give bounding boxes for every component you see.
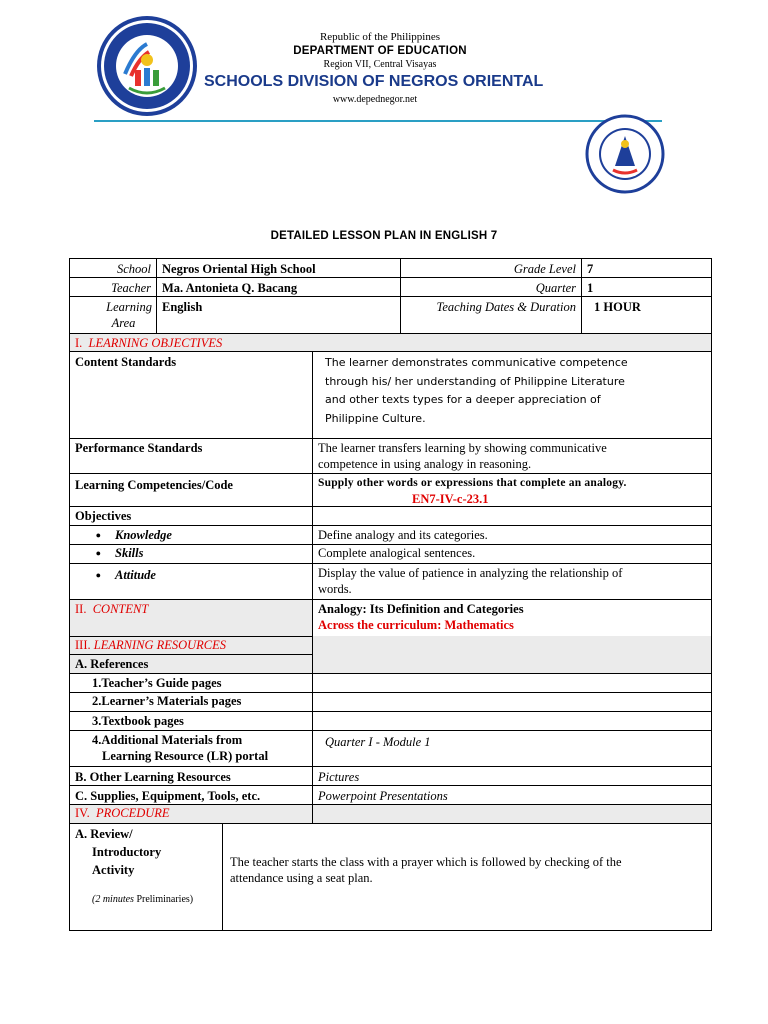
teacher-value: Ma. Antonieta Q. Bacang xyxy=(156,277,401,297)
content-standards-value xyxy=(312,351,712,439)
references-label-text: A. References xyxy=(75,657,149,671)
section-number: III. xyxy=(75,638,91,652)
learning-area-label xyxy=(69,296,157,334)
supplies-label: C. Supplies, Equipment, Tools, etc. xyxy=(69,785,313,805)
objectives-label: Objectives xyxy=(69,506,313,526)
learners-materials-value xyxy=(312,692,712,712)
content-standards-line: The learner demonstrates communicative competence xyxy=(325,356,628,369)
supplies-value: Powerpoint Presentations xyxy=(312,785,712,805)
textbook-pages-value xyxy=(312,711,712,731)
textbook-pages-label: 3.Textbook pages xyxy=(69,711,313,731)
region-line: Region VII, Central Visayas xyxy=(323,59,437,70)
content-standards-label: Content Standards xyxy=(69,351,313,439)
website-line: www.depednegor.net xyxy=(332,94,418,105)
learners-materials-label: 2.Learner’s Materials pages xyxy=(69,692,313,712)
deped-national-seal xyxy=(585,114,665,194)
additional-materials-line: 4.Additional Materials from xyxy=(92,733,243,747)
deped-division-seal xyxy=(95,14,199,118)
additional-materials-line: Learning Resource (LR) portal xyxy=(102,749,269,763)
bullet-icon: ● xyxy=(95,548,101,558)
review-line: A. Review/ xyxy=(75,827,133,841)
learning-area-label-line1: Learning xyxy=(106,300,152,314)
division-line: SCHOOLS DIVISION OF NEGROS ORIENTAL xyxy=(204,73,544,90)
teachers-guide-label: 1.Teacher’s Guide pages xyxy=(69,673,313,693)
other-resources-label: B. Other Learning Resources xyxy=(69,766,313,786)
bullet-icon: ● xyxy=(95,570,101,580)
review-label xyxy=(69,823,223,931)
performance-standards-label: Performance Standards xyxy=(69,438,313,474)
school-value: Negros Oriental High School xyxy=(156,258,401,278)
section-procedure xyxy=(69,804,313,824)
section-title: PROCEDURE xyxy=(95,806,170,820)
bullet-icon: ● xyxy=(95,530,101,540)
attitude-label xyxy=(69,563,313,600)
review-value-line: The teacher starts the class with a prayer which is followed by checking of the xyxy=(230,855,622,869)
references-label xyxy=(69,654,313,674)
attitude-line: Display the value of patience in analyzing the relationship of xyxy=(318,566,623,580)
section-number: I. xyxy=(75,336,83,350)
review-note xyxy=(75,892,217,908)
content-standards-line: and other texts types for a deeper appreciation of xyxy=(325,393,601,406)
content-across-curriculum: Across the curriculum: Mathematics xyxy=(318,618,514,632)
skills-value: Complete analogical sentences. xyxy=(312,544,712,564)
competency-code: EN7-IV-c-23.1 xyxy=(412,492,489,506)
content-value xyxy=(312,599,712,637)
resources-shaded-cell xyxy=(312,636,712,674)
header-rule xyxy=(94,120,662,122)
performance-line: competence in using analogy in reasoning. xyxy=(318,457,532,471)
knowledge-value: Define analogy and its categories. xyxy=(312,525,712,545)
review-value-line: attendance using a seat plan. xyxy=(230,871,373,885)
review-line: Activity xyxy=(92,863,135,877)
quarter-value: 1 xyxy=(581,277,712,297)
teaching-dates-value: 1 HOUR xyxy=(581,296,712,334)
section-learning-objectives xyxy=(69,333,712,352)
objectives-empty-cell xyxy=(312,506,712,526)
skills-label xyxy=(69,544,313,564)
section-title: CONTENT xyxy=(92,602,149,616)
attitude-label-text: Attitude xyxy=(115,568,156,582)
letterhead xyxy=(200,30,560,106)
review-line: Introductory xyxy=(92,845,162,859)
teachers-guide-value xyxy=(312,673,712,693)
knowledge-label xyxy=(69,525,313,545)
section-number: II. xyxy=(75,602,87,616)
document-title: DETAILED LESSON PLAN IN ENGLISH 7 xyxy=(270,230,498,242)
attitude-value xyxy=(312,563,712,600)
section-content xyxy=(69,599,313,637)
quarter-label: Quarter xyxy=(400,277,582,297)
additional-materials-label xyxy=(69,730,313,767)
content-standards-line: through his/ her understanding of Philippine Literature xyxy=(325,374,625,388)
section-title: LEARNING RESOURCES xyxy=(93,638,227,652)
department-line: DEPARTMENT OF EDUCATION xyxy=(293,45,467,57)
review-note-rest: Preliminaries) xyxy=(136,894,194,905)
section-title: LEARNING OBJECTIVES xyxy=(88,336,223,350)
content-topic: Analogy: Its Definition and Categories xyxy=(318,602,524,616)
learning-competencies-label: Learning Competencies/Code xyxy=(69,473,313,507)
review-note-minutes: (2 minutes xyxy=(92,894,134,905)
grade-level-label: Grade Level xyxy=(400,258,582,278)
knowledge-label-text: Knowledge xyxy=(115,528,172,542)
additional-materials-value: Quarter I - Module 1 xyxy=(312,730,712,767)
competency-text: Supply other words or expressions that complete an analogy. xyxy=(318,477,627,489)
performance-standards-value xyxy=(312,438,712,474)
learning-area-value: English xyxy=(156,296,401,334)
teaching-dates-label: Teaching Dates & Duration xyxy=(400,296,582,334)
school-label: School xyxy=(69,258,157,278)
skills-label-text: Skills xyxy=(115,546,144,560)
performance-line: The learner transfers learning by showing communicative xyxy=(318,441,607,455)
republic-line: Republic of the Philippines xyxy=(319,31,441,43)
teacher-label: Teacher xyxy=(69,277,157,297)
learning-competencies-value xyxy=(312,473,712,507)
procedure-shaded-cell xyxy=(312,804,712,824)
learning-area-label-line2: Area xyxy=(111,316,136,330)
review-value xyxy=(222,823,712,931)
grade-level-value: 7 xyxy=(581,258,712,278)
attitude-line: words. xyxy=(318,582,352,596)
content-standards-line: Philippine Culture. xyxy=(325,411,426,425)
section-number: IV. xyxy=(75,806,90,820)
other-resources-value: Pictures xyxy=(312,766,712,786)
